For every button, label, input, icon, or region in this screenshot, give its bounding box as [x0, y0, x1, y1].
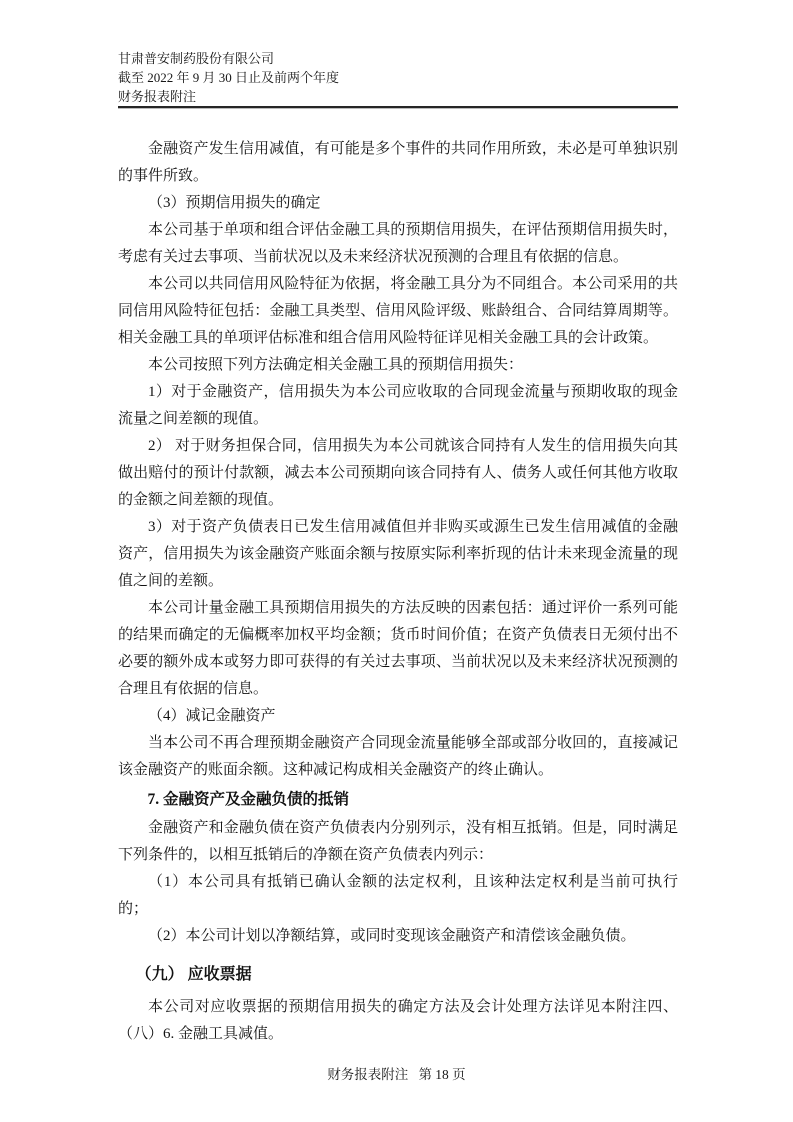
page-footer	[0, 1063, 793, 1083]
paragraph: 1）对于金融资产，信用损失为本公司应收取的合同现金流量与预期收取的现金流量之间差额的现值。	[118, 384, 678, 427]
paragraph: 本公司按照下列方法确定相关金融工具的预期信用损失：	[148, 357, 524, 373]
document-title: 财务报表附注	[118, 89, 197, 104]
section-heading: （九） 应收票据	[135, 966, 252, 983]
paragraph: 金融资产发生信用减值，有可能是多个事件的共同作用所致，未必是可单独识别的事件所致。	[118, 141, 678, 184]
paragraph: 2） 对于财务担保合同，信用损失为本公司就该合同持有人发生的信用损失向其做出赔付的预计付款额，减去本公司预期向该合同持有人、债务人或任何其他方收取的金额之间差额的现值。	[118, 438, 678, 508]
paragraph: （4）减记金融资产	[148, 708, 276, 724]
page-number: 第 18 页	[418, 1067, 466, 1082]
numbered-section-heading: 7. 金融资产及金融负债的抵销	[147, 791, 349, 808]
paragraph: 本公司对应收票据的预期信用损失的确定方法及会计处理方法详见本附注四、（八）6. 金融工具减值。	[118, 999, 678, 1042]
paragraph: 本公司计量金融工具预期信用损失的方法反映的因素包括：通过评价一系列可能的结果而确定的无偏概率加权平均金额；货币时间价值；在资产负债表日无须付出不必要的额外成本或努力即可获得的有关过去事项、当前状况以及未来经济状况预测的合理且有依据的信息。	[118, 600, 678, 697]
header-divider-rule	[118, 106, 678, 108]
company-name: 甘肃普安制药股份有限公司	[118, 51, 275, 66]
paragraph: 金融资产和金融负债在资产负债表内分别列示，没有相互抵销。但是，同时满足下列条件的，以相互抵销后的净额在资产负债表内列示：	[118, 820, 678, 863]
footer-label: 财务报表附注	[327, 1067, 409, 1082]
paragraph: 当本公司不再合理预期金融资产合同现金流量能够全部或部分收回的，直接减记该金融资产的账面余额。这种减记构成相关金融资产的终止确认。	[118, 735, 678, 778]
document-header	[118, 49, 678, 106]
paragraph: （2）本公司计划以净额结算，或同时变现该金融资产和清偿该金融负债。	[148, 928, 636, 944]
document-body	[118, 136, 678, 1048]
paragraph: 本公司基于单项和组合评估金融工具的预期信用损失，在评估预期信用损失时，考虑有关过去事项、当前状况以及未来经济状况预测的合理且有依据的信息。	[118, 222, 678, 265]
paragraph: （3）预期信用损失的确定	[148, 195, 321, 211]
paragraph: 3）对于资产负债表日已发生信用减值但并非购买或源生已发生信用减值的金融资产，信用损失为该金融资产账面余额与按原实际利率折现的估计未来现金流量的现值之间的差额。	[118, 519, 678, 589]
footer-spacer	[412, 1067, 415, 1082]
paragraph: （1）本公司具有抵销已确认金额的法定权利，且该种法定权利是当前可执行的；	[118, 874, 678, 917]
paragraph: 本公司以共同信用风险特征为依据，将金融工具分为不同组合。本公司采用的共同信用风险特征包括：金融工具类型、信用风险评级、账龄组合、合同结算周期等。相关金融工具的单项评估标准和组合信用风险特征详见相关金融工具的会计政策。	[118, 276, 678, 346]
report-period: 截至 2022 年 9 月 30 日止及前两个年度	[118, 70, 340, 85]
